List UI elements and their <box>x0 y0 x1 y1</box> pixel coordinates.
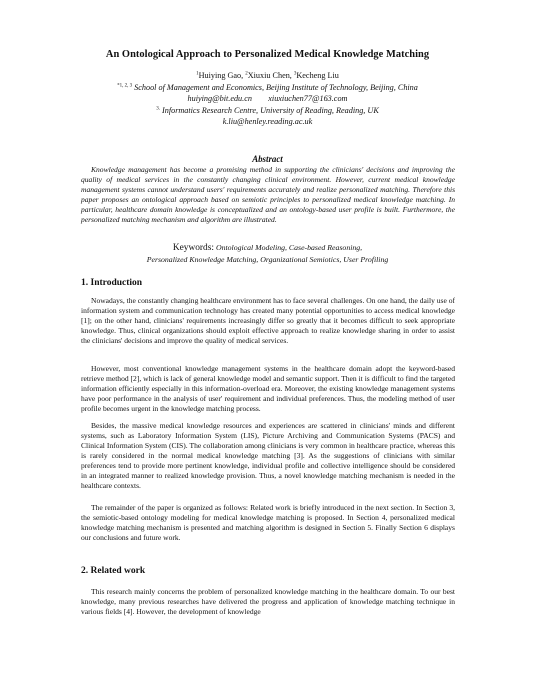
keywords-line-2: Personalized Knowledge Matching, Organizational Semiotics, User Profiling <box>146 255 389 264</box>
intro-paragraph-3: Besides, the massive medical knowledge resources and experiences are scattered in clinicians' minds and different systems, such as Laboratory Information System (LIS), Picture Archiving and Communication Systems (PACS) and Clinical Information System (CIS). The collaboration among clinicians is very common in healthcare practice, whereas this is rarely considered in the normal medical knowledge matching [3]. As the suggestions of clinicians with similar preferences tend to provide more pertinent knowledge, individual profile and collective intelligence should be considered in an integrated manner to realized knowledge provision. Thus, a novel knowledge matching mechanism is needed in the healthcare contexts. <box>81 421 455 490</box>
author-names: $^1$Huiying Gao, $^2$Xiuxiu Chen, $^3$Kecheng Liu <box>196 71 339 80</box>
section-1-heading: 1. Introduction <box>81 278 143 288</box>
related-work-paragraph: This research mainly concerns the problem of personalized knowledge matching in the healthcare domain. To our best knowledge, many previous researches have delivered the progress and application of knowledge matching technique in various fields [4]. However, the development of knowledge <box>81 587 455 616</box>
keywords-label: Keywords <box>172 243 212 253</box>
affiliation-1: $^{*1, 2, 3}$ School of Management and Economics, Beijing Institute of Technology, Beijing, China <box>117 83 418 92</box>
abstract-heading: Abstract <box>252 154 283 164</box>
paper-title: An Ontological Approach to Personalized Medical Knowledge Matching <box>105 49 430 60</box>
abstract-text: Knowledge management has become a promising method in supporting the clinicians' decisions and improving the quality of medical services in the constantly changing clinical environment. However, current medical knowledge management systems cannot understand users' requirements accurately and realize personalized matching. Therefore this paper proposes an ontological approach based on semiotic principles to personalized medical knowledge matching. In particular, healthcare domain knowledge is conceptualized and an ontology-based user profile is built. Furthermore, the personalized matching mechanism and algorithm are illustrated. <box>81 165 455 224</box>
author-emails-1: huiying@bit.edu.cn xiuxiuchen77@163.com <box>187 94 348 103</box>
intro-paragraph-4: The remainder of the paper is organized as follows: Related work is briefly introduced in the next section. In Section 3, the semiotic-based ontology modeling for medical knowledge matching is proposed. In Section 4, personalized medical knowledge matching mechanism is presented and matching algorithm is designed in Section 5. Finally Section 6 displays our conclusions and future work. <box>81 503 455 542</box>
author-email-2: k.liu@henley.reading.ac.uk <box>222 117 313 126</box>
section-2-heading: 2. Related work <box>81 566 146 576</box>
affiliation-2: $^{3.}$ Informatics Research Centre, University of Reading, Reading, UK <box>156 106 379 115</box>
keywords-line-1: Keywords: Ontological Modeling, Case-based Reasoning, <box>172 243 363 253</box>
intro-paragraph-1: Nowadays, the constantly changing healthcare environment has to face several challenges. On one hand, the daily use of information system and communication technology has created many potential opportunities to access medical knowledge [1]; on the other hand, clinicians' requirements increasingly differ so greatly that it becomes difficult to seek appropriate knowledge. Thus, clinical organizations should exploit effective approach to realize knowledge sharing in order to assist the clinicians' decisions and improve the quality of medical services. <box>81 296 455 345</box>
intro-paragraph-2: However, most conventional knowledge management systems in the healthcare domain adopt the keyword-based retrieve method [2], which is lack of general knowledge model and semantic support. Then it is difficult to find the targeted information efficiently especially in this information-overload era. Moreover, the existing knowledge management systems have poor performance in the analysis of user' requirement and individual preferences. Thus, the modeling method of user profile becomes urgent in the knowledge matching process. <box>81 364 455 413</box>
